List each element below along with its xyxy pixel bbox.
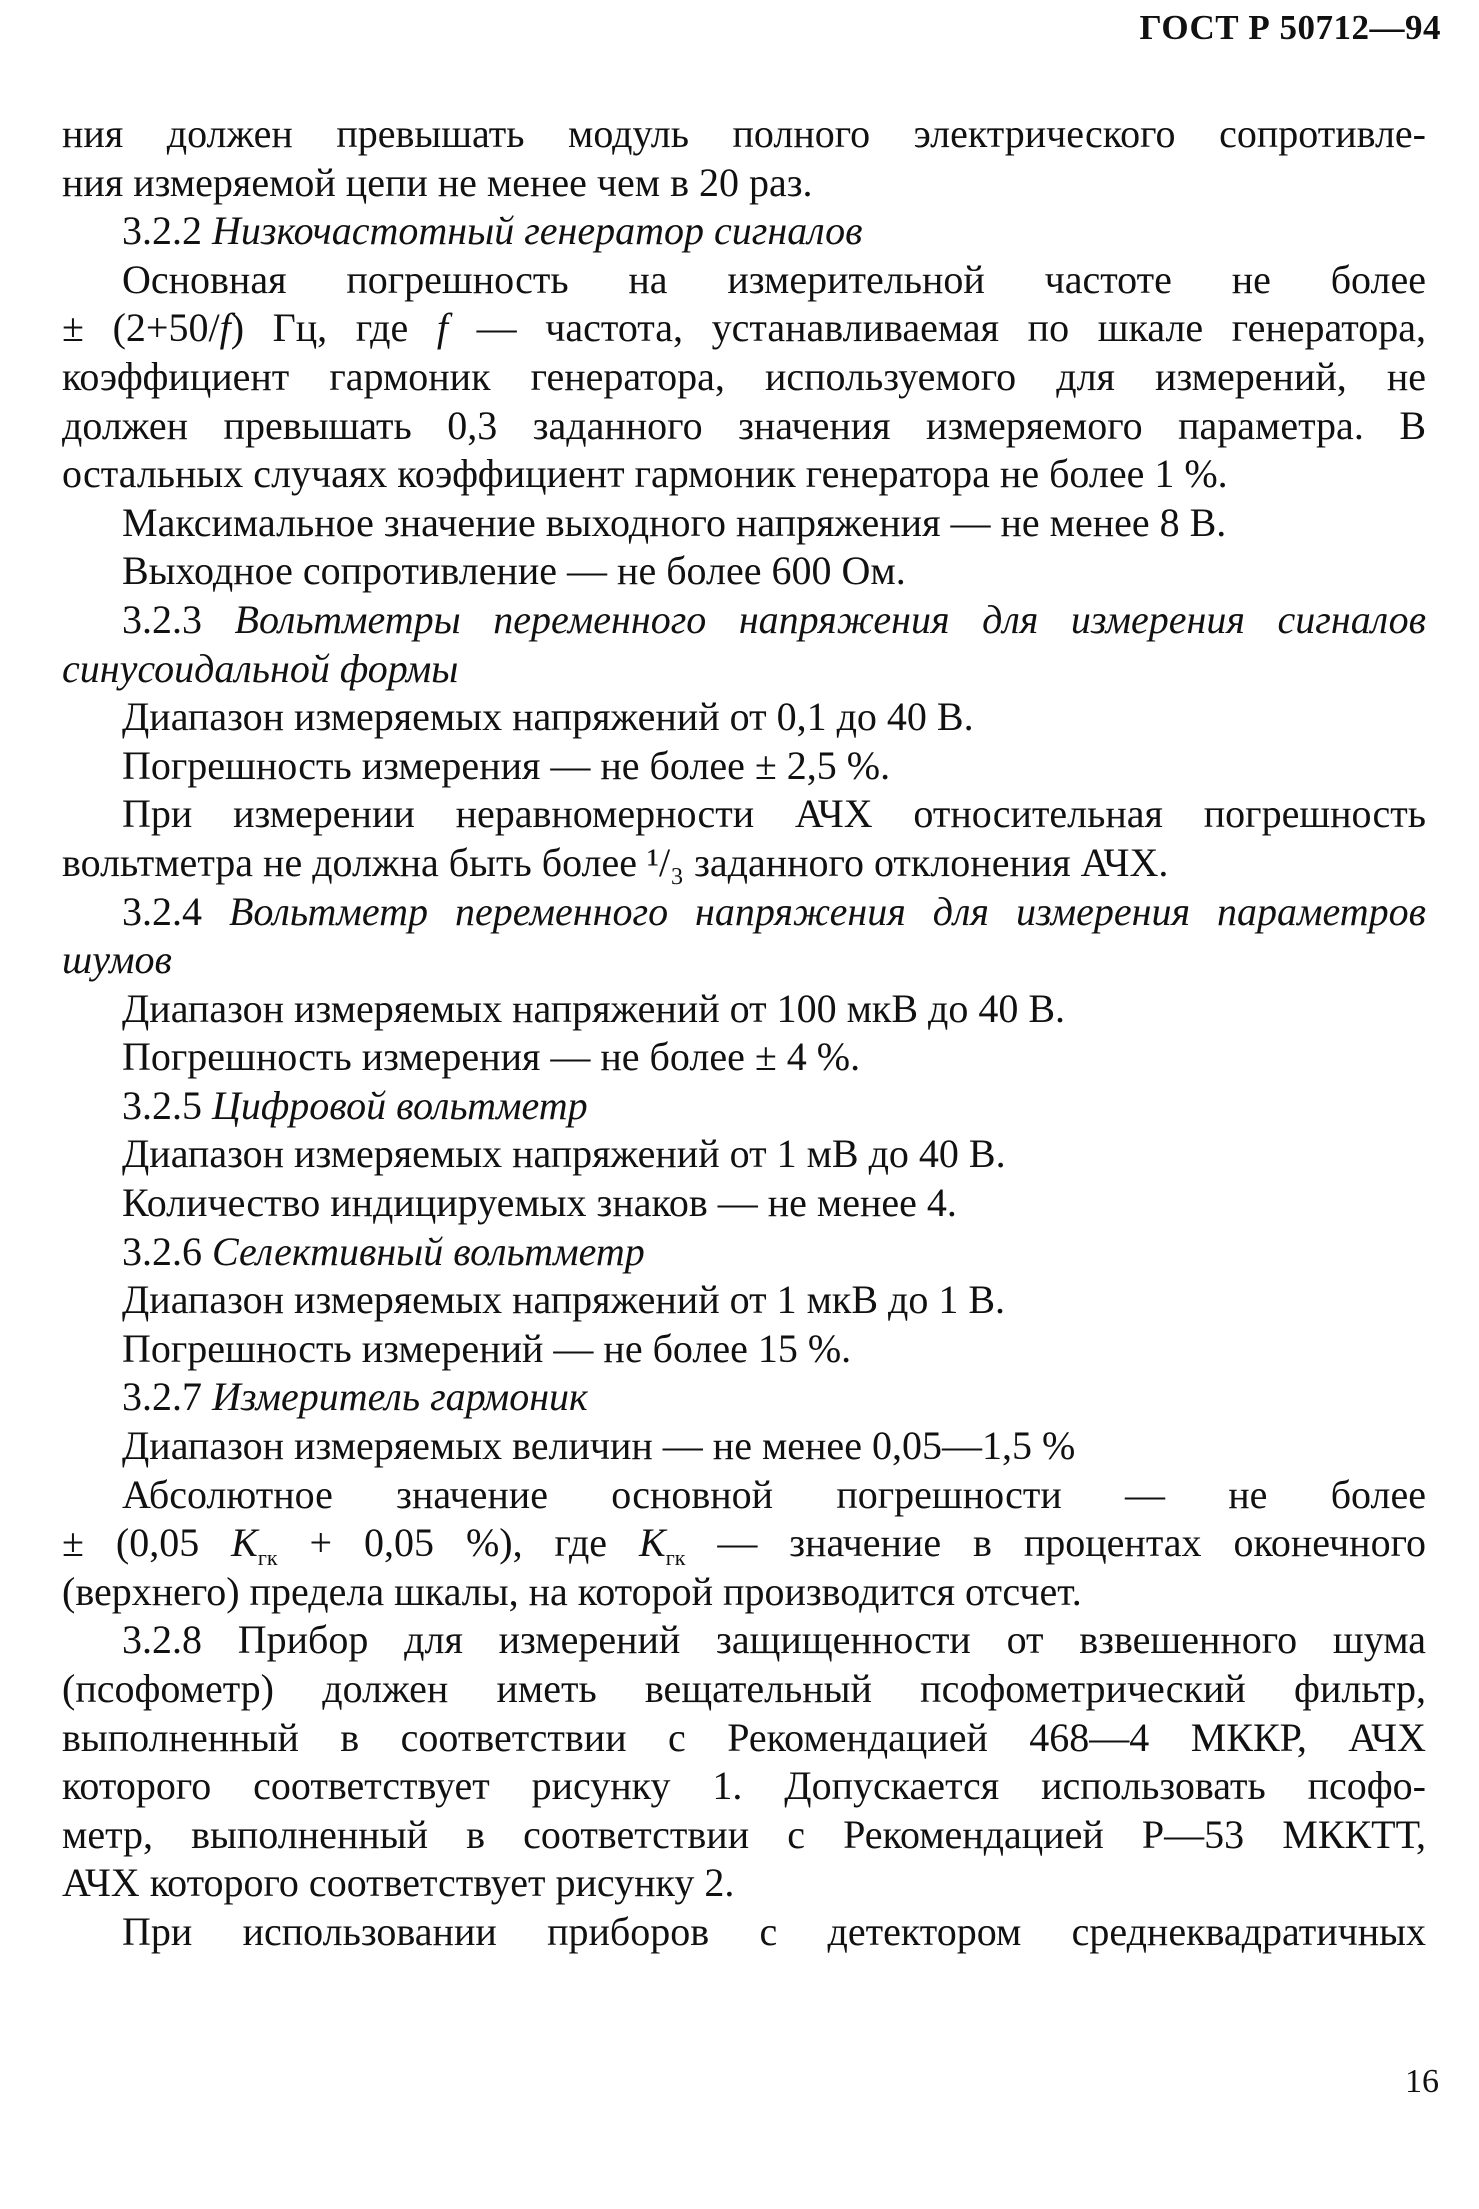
text-line — [62, 1228, 1426, 1277]
text-line — [62, 693, 1426, 742]
text-line — [62, 936, 1426, 985]
text-run: которого соответствует рисунку 1. Допускается использовать псофо- — [62, 1763, 1426, 1809]
text-run: Диапазон измеряемых напряжений от 1 мВ до 40 В. — [122, 1131, 1006, 1177]
italic-text: Вольтметр переменного напряжения для измерения параметров — [228, 888, 1426, 934]
italic-text: K — [231, 1520, 258, 1566]
text-line — [62, 1373, 1426, 1422]
subscript-text: гк — [665, 1545, 686, 1571]
text-run: Погрешность измерения — не более ± 4 %. — [122, 1034, 861, 1080]
text-line — [62, 1325, 1426, 1374]
italic-text: Вольтметры переменного напряжения для измерения сигналов — [234, 596, 1427, 642]
italic-text: f — [219, 305, 231, 351]
text-run: Диапазон измеряемых напряжений от 0,1 до 40 В. — [122, 694, 974, 740]
text-line — [62, 1616, 1426, 1665]
text-run: — значение в процентах оконечного — [685, 1520, 1426, 1566]
text-run: Погрешность измерений — не более 15 %. — [122, 1325, 852, 1371]
text-run: вольтметра не должна быть более ¹/₃ заданного отклонения АЧХ. — [62, 839, 1169, 885]
text-line — [62, 1519, 1426, 1571]
text-line — [62, 304, 1426, 353]
text-run: ± (0,05 — [62, 1520, 232, 1566]
text-run: 3.2.5 — [122, 1082, 212, 1128]
text-run: Погрешность измерения — не более ± 2,5 %. — [122, 742, 891, 788]
text-run: 3.2.8 Прибор для измерений защищенности от взвешенного шума — [122, 1617, 1426, 1663]
text-run: 3.2.7 — [122, 1374, 212, 1420]
text-run: АЧХ которого соответствует рисунку 2. — [62, 1860, 735, 1906]
text-run: остальных случаях коэффициент гармоник генератора не более 1 %. — [62, 451, 1228, 497]
text-line — [62, 1033, 1426, 1082]
text-run: Диапазон измеряемых величин — не менее 0,05—1,5 % — [122, 1423, 1076, 1469]
text-line — [62, 499, 1426, 548]
text-run: + 0,05 %), где — [277, 1520, 639, 1566]
text-run: 3.2.4 — [122, 888, 229, 934]
text-line — [62, 450, 1426, 499]
text-line — [62, 402, 1426, 451]
subscript-text: гк — [257, 1545, 278, 1571]
text-line — [62, 742, 1426, 791]
text-run: метр, выполненный в соответствии с Рекомендацией Р—53 МККТТ, — [62, 1811, 1426, 1857]
text-line — [62, 1714, 1426, 1763]
text-run: ) Гц, где — [230, 305, 437, 351]
text-run: Выходное сопротивление — не более 600 Ом. — [122, 548, 906, 594]
text-run: 3.2.2 — [122, 208, 212, 254]
text-line — [62, 110, 1426, 159]
text-line — [62, 985, 1426, 1034]
text-run: ния должен превышать модуль полного электрического сопротивле- — [62, 111, 1426, 156]
text-run: (псофометр) должен иметь вещательный псофометрический фильтр, — [62, 1666, 1426, 1711]
page-header: ГОСТ Р 50712—94 — [1139, 8, 1441, 47]
text-run: — частота, устанавливаемая по шкале генератора, — [448, 305, 1426, 351]
text-run: Основная погрешность на измерительной частоте не более — [122, 256, 1426, 302]
text-run: выполненный в соответствии с Рекомендацией 468—4 МККР, АЧХ — [62, 1714, 1426, 1760]
text-line — [62, 1179, 1426, 1228]
text-line — [62, 839, 1426, 888]
text-line — [62, 1276, 1426, 1325]
text-line — [62, 1082, 1426, 1131]
text-run: 3.2.3 — [122, 596, 235, 642]
text-line — [62, 1908, 1426, 1957]
text-run: При измерении неравномерности АЧХ относительная погрешность — [122, 791, 1426, 837]
text-run: ния измеряемой цепи не менее чем в 20 раз. — [62, 159, 813, 205]
text-run: ± (2+50/ — [62, 305, 220, 351]
text-line — [62, 1130, 1426, 1179]
text-line — [62, 596, 1426, 645]
text-line — [62, 547, 1426, 596]
text-line — [62, 256, 1426, 305]
text-line — [62, 1811, 1426, 1860]
italic-text: синусоидальной формы — [62, 645, 459, 691]
text-line — [62, 1568, 1426, 1617]
text-line — [62, 1422, 1426, 1471]
text-line — [62, 1665, 1426, 1714]
text-line — [62, 1471, 1426, 1520]
italic-text: Измеритель гармоник — [212, 1374, 588, 1420]
text-line — [62, 207, 1426, 256]
text-run: должен превышать 0,3 заданного значения измеряемого параметра. В — [62, 402, 1426, 448]
text-run: (верхнего) предела шкалы, на которой производится отсчет. — [62, 1568, 1082, 1614]
text-run: Количество индицируемых знаков — не менее 4. — [122, 1180, 957, 1226]
body-text — [62, 110, 1426, 1957]
italic-text: Цифровой вольтметр — [212, 1082, 588, 1128]
text-run: Диапазон измеряемых напряжений от 1 мкВ до 1 В. — [122, 1277, 1006, 1323]
italic-text: шумов — [62, 937, 172, 983]
text-run: Диапазон измеряемых напряжений от 100 мкВ до 40 В. — [122, 985, 1066, 1031]
italic-text: f — [436, 305, 449, 351]
text-line — [62, 645, 1426, 694]
text-line — [62, 790, 1426, 839]
text-line — [62, 1859, 1426, 1908]
text-line — [62, 353, 1426, 402]
text-line — [62, 888, 1426, 937]
page-number: 16 — [1405, 2063, 1439, 2100]
text-line — [62, 159, 1426, 208]
italic-text: Селективный вольтметр — [212, 1228, 645, 1274]
italic-text: K — [639, 1520, 666, 1566]
text-run: Абсолютное значение основной погрешности — не более — [122, 1471, 1426, 1517]
text-run: Максимальное значение выходного напряжения — не менее 8 В. — [122, 499, 1227, 545]
text-run: коэффициент гармоник генератора, используемого для измерений, не — [62, 353, 1426, 399]
text-run: При использовании приборов с детектором среднеквадратичных — [122, 1908, 1426, 1954]
text-run: 3.2.6 — [122, 1228, 212, 1274]
text-line — [62, 1762, 1426, 1811]
italic-text: Низкочастотный генератор сигналов — [212, 208, 863, 254]
